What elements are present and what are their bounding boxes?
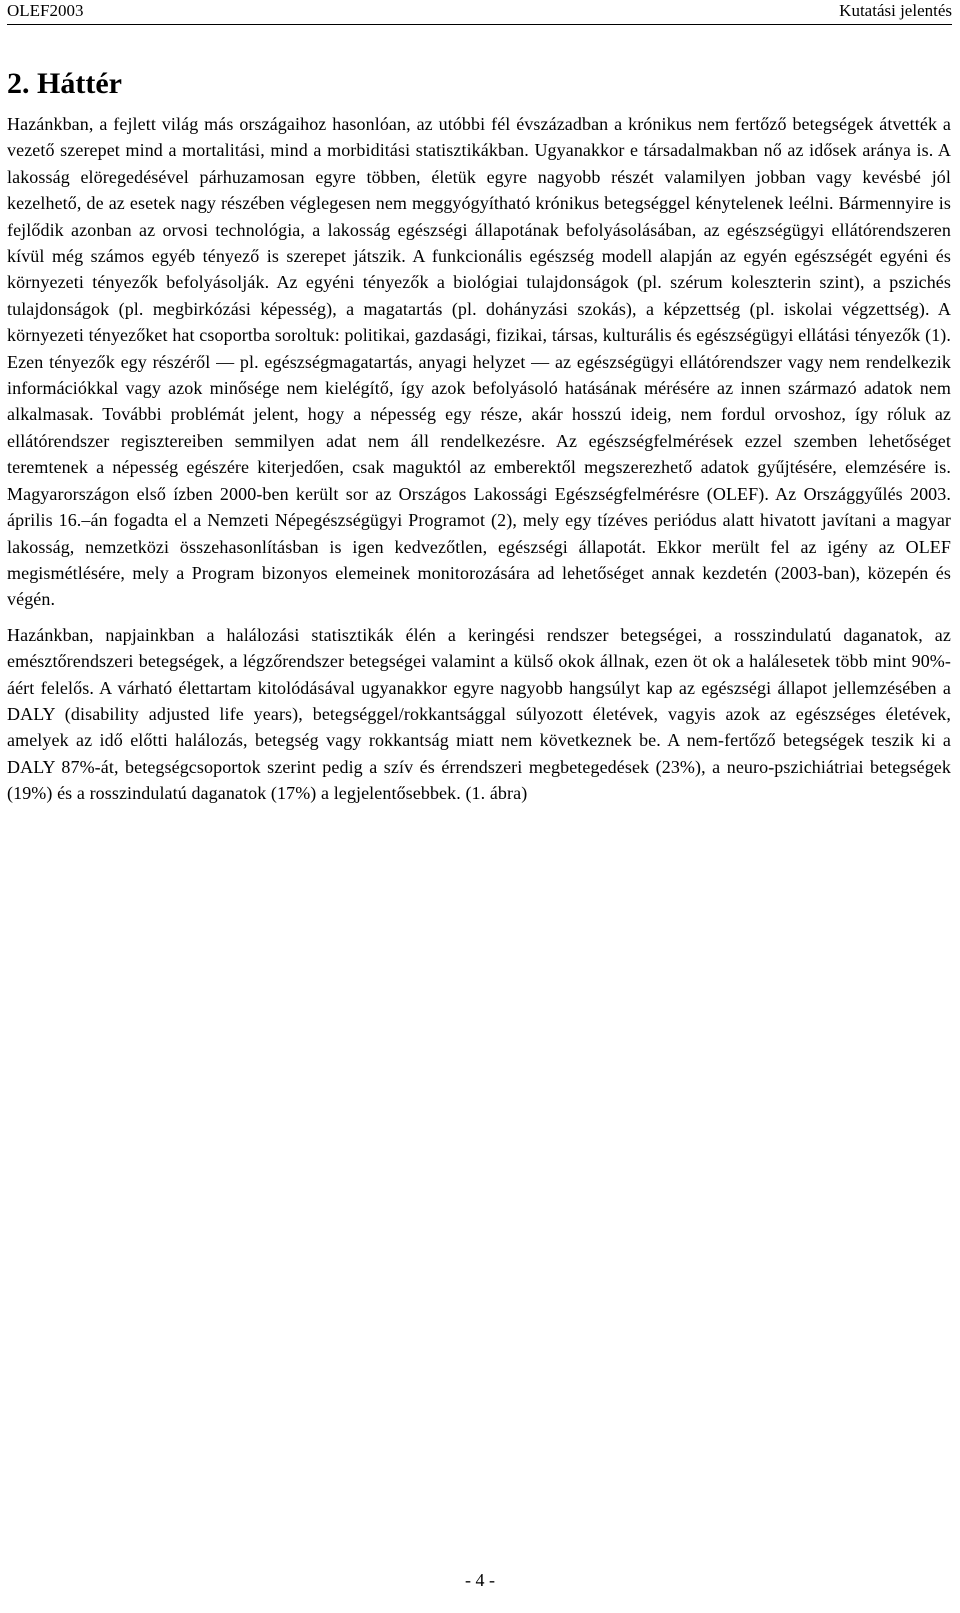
page-header (7, 0, 952, 25)
section-title: 2. Háttér (7, 67, 122, 100)
paragraph-mortality-daly: Hazánkban, napjainkban a halálozási statisztikák élén a keringési rendszer betegségei, a rosszindulatú daganatok, az emésztőrendszeri betegségek, a légzőrendszer betegségei valamint a külső okok állnak, ezen öt ok a halálesetek több mint 90%-áért felelős. A várható élettartam kitolódásával ugyanakkor egyre nagyobb hangsúlyt kap az egészségi állapot jellemzésében a DALY (disability adjusted life years), betegséggel/rokkantsággal súlyozott életévek, vagyis azok az egészséges életévek, amelyek az idő előtti halálozás, betegség vagy rokkantság miatt nem következnek be. A nem-fertőző betegségek teszik ki a DALY 87%-át, betegségcsoportok szerint pedig a szív és érrendszeri megbetegedések (23%), a neuro-pszichiátriai betegségek (19%) és a rosszindulatú daganatok (17%) a legjelentősebbek. (1. ábra) (7, 624, 951, 804)
body-text (7, 111, 951, 807)
paragraph-background-intro: Hazánkban, a fejlett világ más országaihoz hasonlóan, az utóbbi fél évszázadban a krónikus nem fertőző betegségek átvették a vezető szerepet mind a mortalitási, mind a morbiditási statisztikákban. Ugyanakkor e társadalmakban nő az idősek aránya is. A lakosság elöregedésével párhuzamosan egyre többen, életük egyre nagyobb részét valamilyen jobban vagy kevésbé jól kezelhető, de az esetek nagy részében véglegesen nem meggyógyítható krónikus betegséggel kénytelenek leélni. Bármennyire is fejlődik azonban az orvosi technológia, a lakosság egészségi állapotának befolyásolásában, az egészségügyi ellátórendszeren kívül még számos egyéb tényező is szerepet játszik. A funkcionális egészség modell alapján az egyén egészségét egyéni és környezeti tényezők befolyásolják. Az egyéni tényezők a biológiai tulajdonságok (pl. szérum koleszterin szint), a pszichés tulajdonságok (pl. megbirkózási képesség), a magatartás (pl. dohányzási szokás), a képzettség (pl. iskolai végzettség). A környezeti tényezőket hat csoportba soroltuk: politikai, gazdasági, fizikai, társas, kulturális és egészségügyi ellátási tényezők (1). Ezen tényezők egy részéről — pl. egészségmagatartás, anyagi helyzet — az egészségügyi ellátórendszer vagy nem rendelkezik információkkal vagy azok minősége nem kielégítő, így azok befolyásoló hatásának mérésére az innen származó adatok nem alkalmasak. További problémát jelent, hogy a népesség egy része, akár hosszú ideig, nem fordul orvoshoz, így róluk az ellátórendszer regisztereiben semmilyen adat nem áll rendelkezésre. Az egészségfelmérések ezzel szemben lehetőséget teremtenek a népesség egészére kiterjedően, csak maguktól az emberektől megszerezhető adatok gyűjtésére, elemzésére is. Magyarországon első ízben 2000-ben került sor az Országos Lakossági Egészségfelmérésre (OLEF). Az Országgyűlés 2003. április 16.–án fogadta el a Nemzeti Népegészségügyi Programot (2), mely egy tízéves periódus alatt hivatott javítani a magyar lakosság, nemzetközi összehasonlításban is igen kedvezőtlen, egészségi állapotát. Ekkor merült fel az igény az OLEF megismétlésére, mely a Program bizonyos elemeinek monitorozására ad lehetőséget annak kezdetén (2003-ban), közepén és végén. (7, 114, 951, 610)
header-document-title: OLEF2003 (7, 1, 84, 20)
header-document-type: Kutatási jelentés (839, 1, 952, 20)
page-number: - 4 - (465, 1570, 495, 1590)
